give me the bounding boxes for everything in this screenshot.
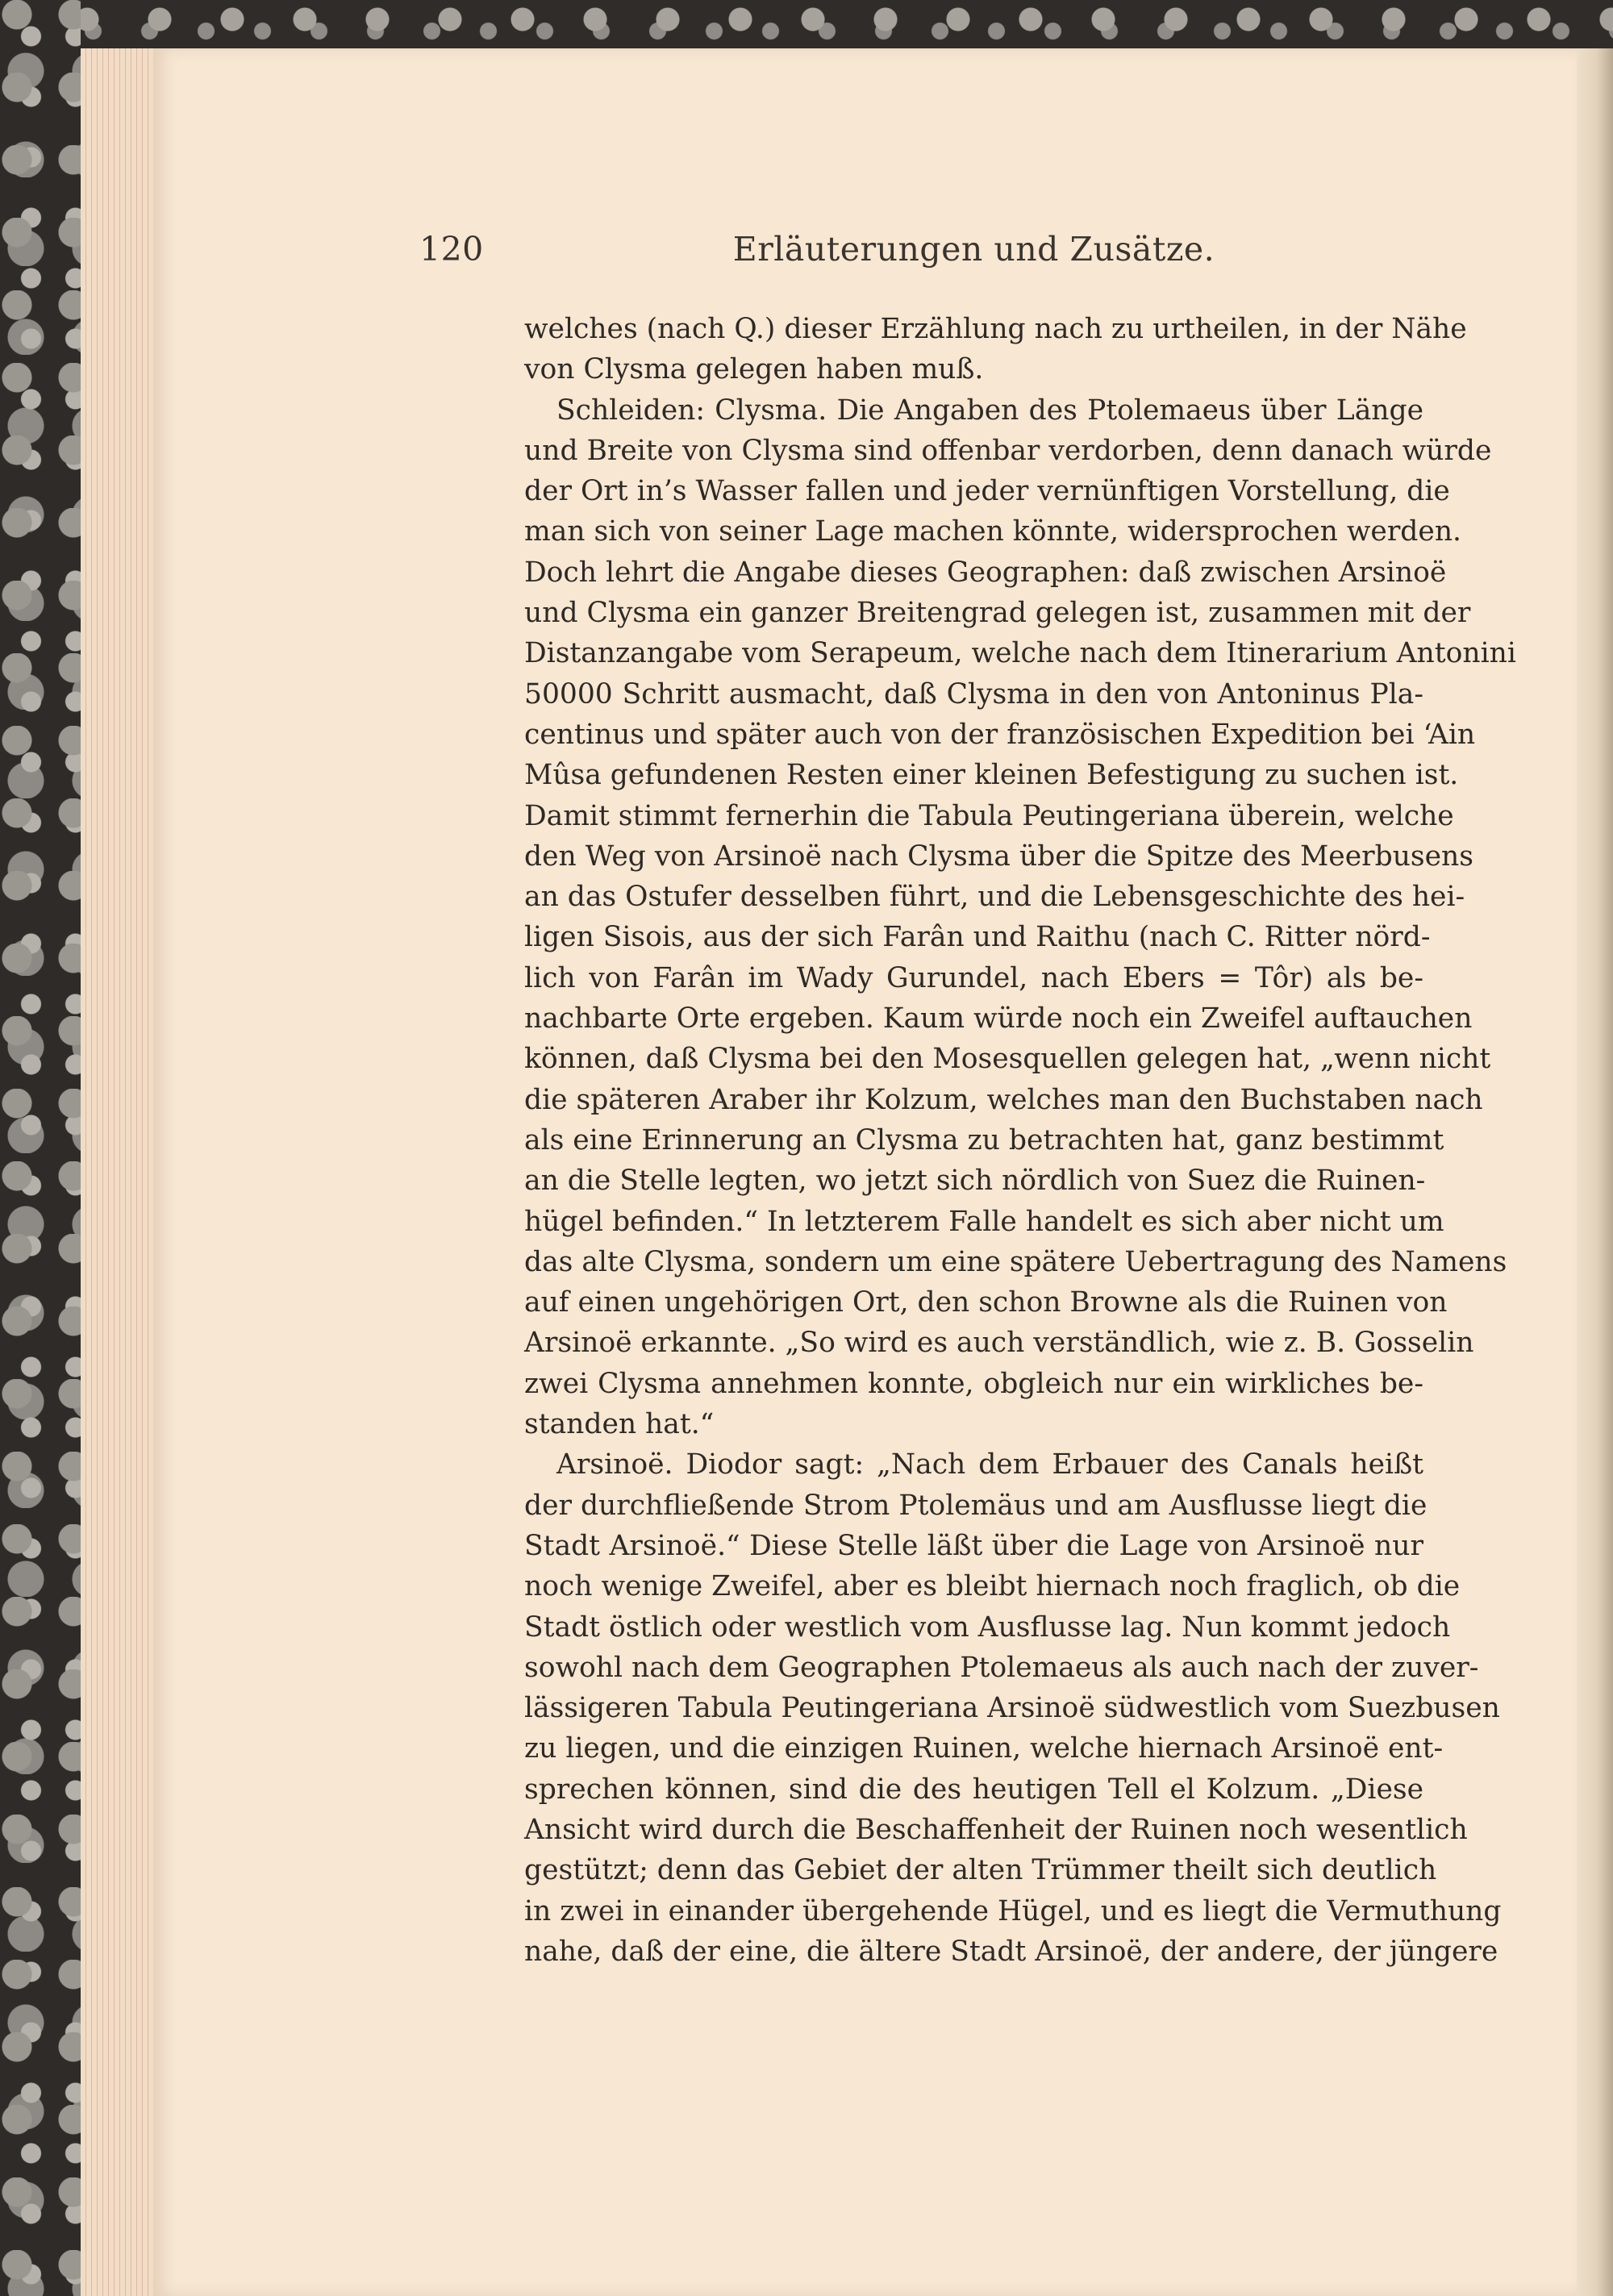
text-line: können, daß Clysma bei den Mosesquellen gelegen hat, „wenn nicht — [524, 1043, 1491, 1076]
text-line: und Breite von Clysma sind offenbar verdorben, denn danach würde — [524, 434, 1492, 467]
text-line-paragraph-start: Schleiden: Clysma. Die Angaben des Ptolemaeus über Länge — [556, 394, 1423, 427]
text-line: der durchfließende Strom Ptolemäus und am Ausflusse liegt die — [524, 1489, 1428, 1522]
text-line: gestützt; denn das Gebiet der alten Trümmer theilt sich deutlich — [524, 1854, 1437, 1887]
text-line: an das Ostufer desselben führt, und die Lebensgeschichte des hei- — [524, 881, 1465, 914]
text-line: zu liegen, und die einzigen Ruinen, welche hiernach Arsinoë ent- — [524, 1732, 1444, 1765]
text-line: Ansicht wird durch die Beschaffenheit der Ruinen noch wesentlich — [524, 1813, 1468, 1846]
text-line: man sich von seiner Lage machen könnte, widersprochen werden. — [524, 515, 1461, 548]
book-cover-marbled-edge — [0, 0, 81, 2296]
text-line: nachbarte Orte ergeben. Kaum würde noch ein Zweifel auftauchen — [524, 1002, 1473, 1035]
text-line: Arsinoë erkannte. „So wird es auch verständlich, wie z. B. Gosselin — [524, 1327, 1474, 1360]
body-text — [524, 309, 1516, 1972]
text-line: den Weg von Arsinoë nach Clysma über die Spitze des Meerbusens — [524, 840, 1473, 873]
text-line: lässigeren Tabula Peutingeriana Arsinoë südwestlich vom Suezbusen — [524, 1692, 1500, 1725]
text-line: als eine Erinnerung an Clysma zu betrachten hat, ganz bestimmt — [524, 1123, 1444, 1156]
text-line: zwei Clysma annehmen konnte, obgleich nur ein wirkliches be- — [524, 1367, 1423, 1400]
text-line: centinus und später auch von der französischen Expedition bei ‘Ain — [524, 718, 1476, 751]
text-line: 50000 Schritt ausmacht, daß Clysma in den von Antoninus Pla- — [524, 677, 1423, 710]
text-line: Mûsa gefundenen Resten einer kleinen Befestigung zu suchen ist. — [524, 759, 1459, 792]
text-line: an die Stelle legten, wo jetzt sich nördlich von Suez die Ruinen- — [524, 1165, 1426, 1198]
text-line: ligen Sisois, aus der sich Farân und Raithu (nach C. Ritter nörd- — [524, 921, 1431, 954]
page-edges — [81, 48, 161, 2296]
text-line: die späteren Araber ihr Kolzum, welches man den Buchstaben nach — [524, 1083, 1483, 1116]
text-line: das alte Clysma, sondern um eine spätere Uebertragung des Namens — [524, 1245, 1507, 1278]
text-line: standen hat.“ — [524, 1408, 715, 1441]
running-title: Erläuterungen und Zusätze. — [732, 230, 1215, 269]
text-line: lich von Farân im Wady Gurundel, nach Ebers = Tôr) als be- — [524, 961, 1423, 994]
page-header — [266, 230, 1423, 278]
page-number: 120 — [419, 230, 484, 269]
text-line: in zwei in einander übergehende Hügel, und es liegt die Vermuthung — [524, 1894, 1502, 1927]
text-line: noch wenige Zweifel, aber es bleibt hiernach noch fraglich, ob die — [524, 1570, 1461, 1603]
text-line: nahe, daß der eine, die ältere Stadt Arsinoë, der andere, der jüngere — [524, 1935, 1498, 1968]
text-line: Distanzangabe vom Serapeum, welche nach dem Itinerarium Antonini — [524, 637, 1516, 670]
text-line: sowohl nach dem Geographen Ptolemaeus als auch nach der zuver- — [524, 1651, 1479, 1684]
text-line: Doch lehrt die Angabe dieses Geographen: daß zwischen Arsinoë — [524, 556, 1447, 589]
text-line: und Clysma ein ganzer Breitengrad gelegen ist, zusammen mit der — [524, 597, 1471, 630]
text-line: der Ort in’s Wasser fallen und jeder vernünftigen Vorstellung, die — [524, 475, 1450, 508]
text-line: Stadt östlich oder westlich vom Ausflusse lag. Nun kommt jedoch — [524, 1611, 1451, 1644]
text-line: hügel befinden.“ In letzterem Falle handelt es sich aber nicht um — [524, 1205, 1444, 1238]
right-page-edge — [1573, 48, 1613, 2296]
text-line: Damit stimmt fernerhin die Tabula Peutingeriana überein, welche — [524, 799, 1454, 832]
text-line-paragraph-start: Arsinoë. Diodor sagt: „Nach dem Erbauer des Canals heißt — [556, 1448, 1423, 1481]
text-line: von Clysma gelegen haben muß. — [524, 353, 984, 386]
text-line: Stadt Arsinoë.“ Diese Stelle läßt über die Lage von Arsinoë nur — [524, 1529, 1423, 1562]
text-line: sprechen können, sind die des heutigen Tell el Kolzum. „Diese — [524, 1773, 1423, 1806]
text-line: auf einen ungehörigen Ort, den schon Browne als die Ruinen von — [524, 1286, 1448, 1319]
text-line: welches (nach Q.) dieser Erzählung nach zu urtheilen, in der Nähe — [524, 313, 1467, 345]
